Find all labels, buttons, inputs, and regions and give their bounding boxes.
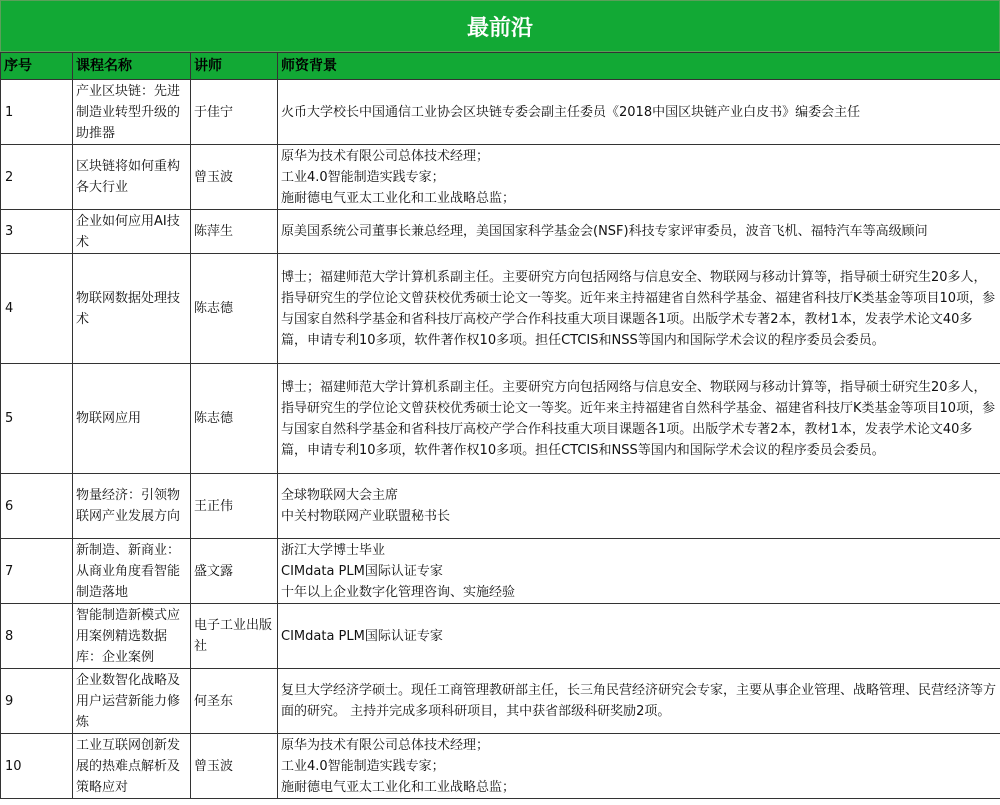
course-name: 区块链将如何重构各大行业 [73, 145, 191, 210]
course-name: 智能制造新模式应用案例精选数据库：企业案例 [73, 604, 191, 669]
teacher-background [278, 539, 1000, 604]
background-line: CIMdata PLM国际认证专家 [281, 628, 443, 644]
row-number: 10 [1, 734, 73, 799]
table-row [1, 254, 1000, 364]
teacher-name: 陈志德 [191, 254, 278, 364]
row-number: 1 [1, 80, 73, 145]
background-line: 博士；福建师范大学计算机系副主任。主要研究方向包括网络与信息安全、物联网与移动计算等，指导硕士研究生20多人，指导研究生的学位论文曾获校优秀硕士论文一等奖。近年来主持福建省自然科学基金、福建省科技厅K类基金等项目10项，参与国家自然科学基金和省科技厅高校产学合作科技重大项目课题各1项。出版学术专著2本，教材1本，发表学术论文40多篇，申请专利10多项，软件著作权10多项。担任CTCIS和NSS等国内和国际学术会议的程序委员会委员。 [281, 269, 996, 348]
row-number: 9 [1, 669, 73, 734]
background-line: 工业4.0智能制造实践专家； [281, 169, 445, 185]
table-row [1, 474, 1000, 539]
teacher-name: 何圣东 [191, 669, 278, 734]
teacher-name: 王正伟 [191, 474, 278, 539]
teacher-background [278, 80, 1000, 145]
row-number: 4 [1, 254, 73, 364]
header-course: 课程名称 [73, 53, 191, 80]
teacher-background [278, 474, 1000, 539]
row-number: 2 [1, 145, 73, 210]
course-name: 工业互联网创新发展的热难点解析及策略应对 [73, 734, 191, 799]
teacher-background [278, 669, 1000, 734]
header-row [1, 53, 1000, 80]
background-line: 全球物联网大会主席 [281, 488, 399, 503]
teacher-name: 曾玉波 [191, 734, 278, 799]
table-row [1, 210, 1000, 254]
course-table [0, 52, 1000, 799]
background-line: 火币大学校长中国通信工业协会区块链专委会副主任委员《2018中国区块链产业白皮书》编委会主任 [281, 104, 861, 120]
teacher-background [278, 145, 1000, 210]
background-line: CIMdata PLM国际认证专家 [281, 563, 443, 579]
table-row [1, 604, 1000, 669]
course-name: 产业区块链：先进制造业转型升级的助推器 [73, 80, 191, 145]
course-name: 新制造、新商业：从商业角度看智能制造落地 [73, 539, 191, 604]
background-line: 工业4.0智能制造实践专家； [281, 758, 445, 774]
course-name: 物量经济：引领物联网产业发展方向 [73, 474, 191, 539]
teacher-background [278, 734, 1000, 799]
row-number: 3 [1, 210, 73, 254]
course-name: 企业如何应用AI技术 [73, 210, 191, 254]
table-row [1, 80, 1000, 145]
background-line: 原华为技术有限公司总体技术经理； [281, 737, 490, 753]
teacher-background [278, 604, 1000, 669]
teacher-background [278, 210, 1000, 254]
background-line: 中关村物联网产业联盟秘书长 [281, 509, 451, 524]
teacher-name: 陈萍生 [191, 210, 278, 254]
background-line: 原华为技术有限公司总体技术经理； [281, 148, 490, 164]
teacher-name: 于佳宁 [191, 80, 278, 145]
table-row [1, 145, 1000, 210]
teacher-name: 曾玉波 [191, 145, 278, 210]
background-line: 施耐德电气亚太工业化和工业战略总监； [281, 779, 516, 795]
course-name: 物联网应用 [73, 364, 191, 474]
background-line: 浙江大学博士毕业 [281, 542, 386, 558]
background-line: 原美国系统公司董事长兼总经理，美国国家科学基金会(NSF)科技专家评审委员，波音飞机、福特汽车等高级顾问 [281, 224, 928, 239]
course-name: 物联网数据处理技术 [73, 254, 191, 364]
background-line: 施耐德电气亚太工业化和工业战略总监； [281, 190, 516, 206]
row-number: 8 [1, 604, 73, 669]
background-line: 复旦大学经济学硕士。现任工商管理教研部主任，长三角民营经济研究会专家，主要从事企业管理、战略管理、民营经济等方面的研究。 主持并完成多项科研项目，其中获省部级科研奖励2项。 [281, 683, 997, 719]
table-row [1, 364, 1000, 474]
page-title: 最前沿 [0, 0, 1000, 52]
header-teacher: 讲师 [191, 53, 278, 80]
row-number: 7 [1, 539, 73, 604]
header-background: 师资背景 [278, 53, 1000, 80]
background-line: 博士；福建师范大学计算机系副主任。主要研究方向包括网络与信息安全、物联网与移动计算等，指导硕士研究生20多人，指导研究生的学位论文曾获校优秀硕士论文一等奖。近年来主持福建省自然科学基金、福建省科技厅K类基金等项目10项，参与国家自然科学基金和省科技厅高校产学合作科技重大项目课题各1项。出版学术专著2本，教材1本，发表学术论文40多篇，申请专利10多项，软件著作权10多项。担任CTCIS和NSS等国内和国际学术会议的程序委员会委员。 [281, 379, 996, 458]
teacher-background [278, 364, 1000, 474]
teacher-name: 陈志德 [191, 364, 278, 474]
table-row [1, 734, 1000, 799]
table-row [1, 669, 1000, 734]
table-row [1, 539, 1000, 604]
row-number: 6 [1, 474, 73, 539]
row-number: 5 [1, 364, 73, 474]
course-name: 企业数智化战略及用户运营新能力修炼 [73, 669, 191, 734]
header-no: 序号 [1, 53, 73, 80]
teacher-name: 电子工业出版社 [191, 604, 278, 669]
background-line: 十年以上企业数字化管理咨询、实施经验 [281, 584, 516, 600]
teacher-background [278, 254, 1000, 364]
teacher-name: 盛文露 [191, 539, 278, 604]
